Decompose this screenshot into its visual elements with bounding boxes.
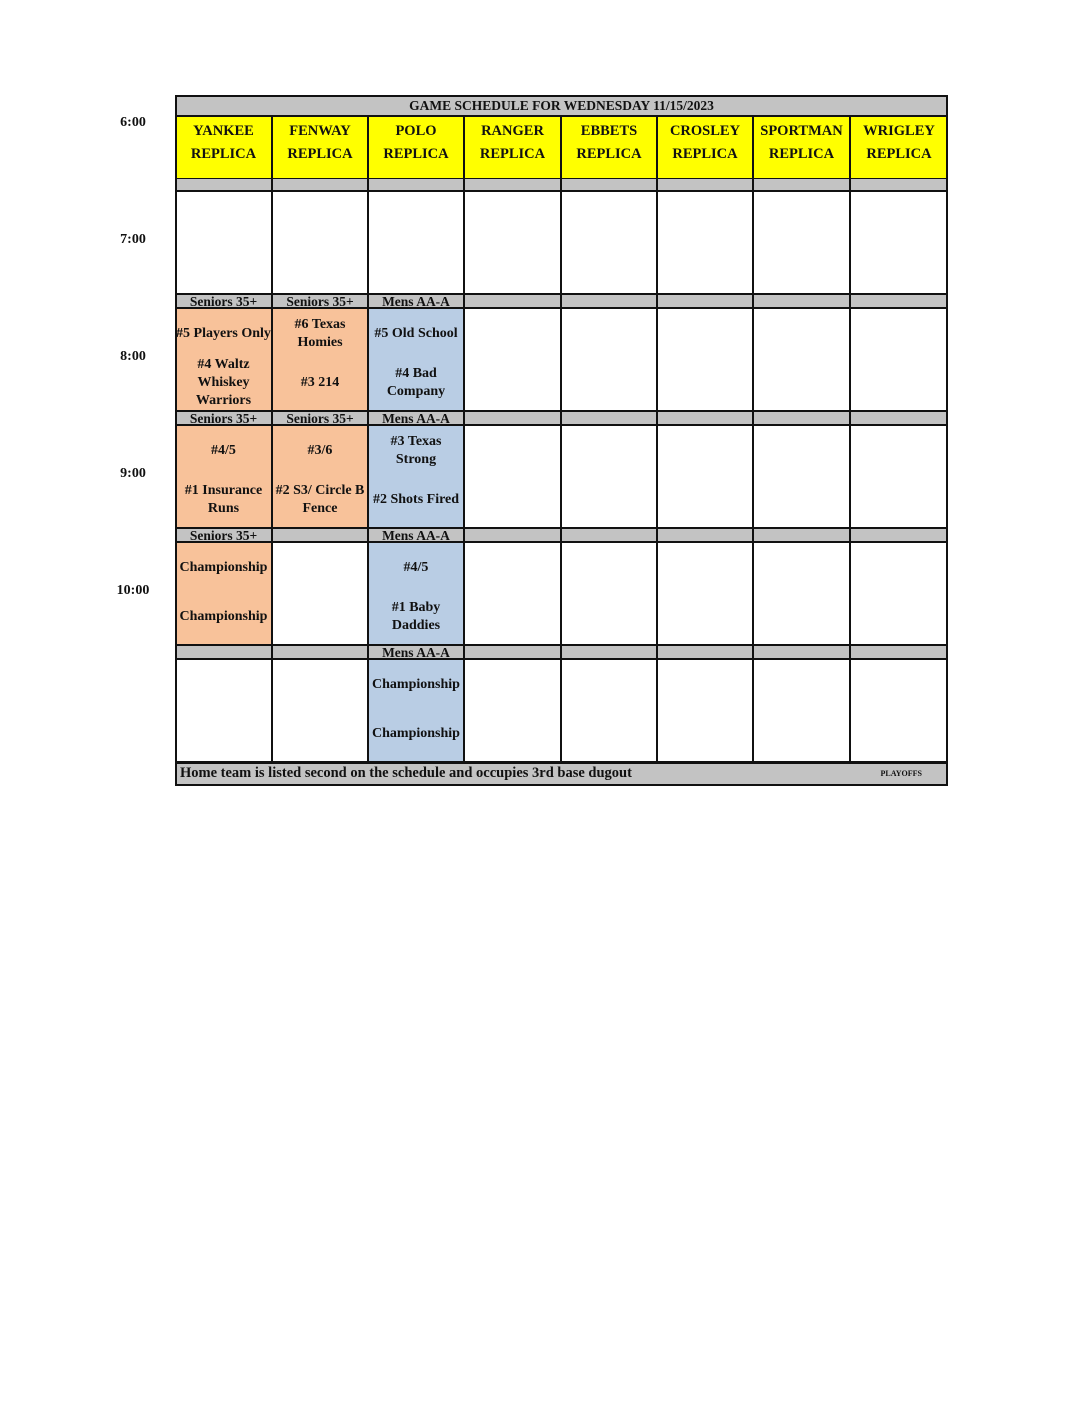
division-band xyxy=(272,294,368,308)
home-team xyxy=(273,359,367,407)
field-header-fenway xyxy=(272,117,368,178)
time-label: 8:00 xyxy=(120,349,146,364)
field-name: SPORTMAN xyxy=(760,123,843,139)
away-team-name: Championship xyxy=(179,560,268,575)
away-team xyxy=(369,547,463,589)
away-team xyxy=(176,547,271,589)
field-subtitle: REPLICA xyxy=(190,146,257,162)
empty-slot xyxy=(561,191,657,294)
division-band xyxy=(561,294,657,308)
division-band xyxy=(850,645,948,659)
time-label: 6:00 xyxy=(120,115,146,130)
away-team xyxy=(176,430,271,472)
empty-slot xyxy=(657,191,753,294)
away-team xyxy=(176,313,271,355)
division-band xyxy=(753,411,850,425)
division-label: Mens AA-A xyxy=(382,528,450,542)
field-subtitle: REPLICA xyxy=(672,146,738,162)
home-team-name: #2 Shots Fired xyxy=(372,492,460,507)
game-cell xyxy=(272,308,368,411)
division-band xyxy=(657,178,753,191)
away-team-name: #4/5 xyxy=(211,443,236,458)
home-team-name: #4 Waltz Whiskey Warriors xyxy=(195,357,252,408)
division-label: Seniors 35+ xyxy=(286,411,354,425)
schedule-title xyxy=(175,95,948,117)
division-label: Mens AA-A xyxy=(382,645,450,659)
home-team-name: #1 Insurance Runs xyxy=(184,483,263,516)
field-header-sportman xyxy=(753,117,850,178)
away-team xyxy=(273,430,367,472)
empty-slot xyxy=(753,308,850,411)
division-band xyxy=(753,528,850,542)
division-band xyxy=(368,411,464,425)
division-band xyxy=(368,294,464,308)
division-band xyxy=(368,178,464,191)
empty-slot xyxy=(464,542,561,645)
empty-slot xyxy=(561,425,657,528)
field-name: FENWAY xyxy=(289,123,351,139)
division-band xyxy=(175,411,272,425)
empty-slot xyxy=(272,191,368,294)
schedule-title-text: GAME SCHEDULE FOR WEDNESDAY 11/15/2023 xyxy=(409,98,714,113)
field-subtitle: REPLICA xyxy=(383,146,449,162)
away-team-name: #5 Players Only xyxy=(176,326,271,341)
home-team xyxy=(176,476,271,524)
division-label: Seniors 35+ xyxy=(189,411,258,425)
away-team-name: #6 Texas Homies xyxy=(294,317,346,350)
division-band xyxy=(175,178,272,191)
empty-slot xyxy=(272,542,368,645)
empty-slot xyxy=(657,542,753,645)
empty-slot xyxy=(561,308,657,411)
empty-slot xyxy=(175,191,272,294)
footer-note: Home team is listed second on the schedule and occupies 3rd base dugout xyxy=(180,765,632,781)
division-band xyxy=(464,411,561,425)
empty-slot xyxy=(657,425,753,528)
division-band xyxy=(464,294,561,308)
division-band xyxy=(850,411,948,425)
division-band xyxy=(464,528,561,542)
game-cell xyxy=(272,425,368,528)
away-team xyxy=(369,313,463,355)
division-band xyxy=(464,645,561,659)
home-team-name: #1 Baby Daddies xyxy=(391,600,441,633)
game-cell xyxy=(175,542,272,645)
empty-slot xyxy=(753,542,850,645)
empty-slot xyxy=(850,191,948,294)
field-header-yankee xyxy=(175,117,272,178)
division-band xyxy=(561,178,657,191)
empty-slot xyxy=(464,191,561,294)
division-band xyxy=(753,178,850,191)
home-team-name: #3 214 xyxy=(300,375,340,390)
division-band xyxy=(850,294,948,308)
away-team xyxy=(273,313,367,355)
empty-slot xyxy=(753,425,850,528)
empty-slot xyxy=(175,659,272,762)
game-cell xyxy=(368,308,464,411)
field-header-wrigley xyxy=(850,117,948,178)
home-team xyxy=(273,476,367,524)
division-band xyxy=(657,294,753,308)
empty-slot xyxy=(368,191,464,294)
away-team-name: #3 Texas Strong xyxy=(390,434,442,467)
division-band xyxy=(753,645,850,659)
time-label: 7:00 xyxy=(120,232,146,247)
division-band xyxy=(272,178,368,191)
division-label: Mens AA-A xyxy=(382,411,450,425)
empty-slot xyxy=(753,191,850,294)
empty-slot xyxy=(272,659,368,762)
division-band xyxy=(175,294,272,308)
field-name: EBBETS xyxy=(580,123,638,139)
division-band xyxy=(368,645,464,659)
division-band xyxy=(657,528,753,542)
field-name: WRIGLEY xyxy=(863,123,935,139)
field-header-ebbets xyxy=(561,117,657,178)
field-subtitle: REPLICA xyxy=(576,146,642,162)
home-team xyxy=(176,593,271,641)
time-label: 10:00 xyxy=(116,583,150,598)
away-team xyxy=(369,430,463,472)
home-team xyxy=(369,476,463,524)
division-band xyxy=(850,178,948,191)
division-band xyxy=(850,528,948,542)
empty-slot xyxy=(850,425,948,528)
empty-slot xyxy=(657,659,753,762)
division-band xyxy=(368,528,464,542)
empty-slot xyxy=(464,659,561,762)
home-team-name: Championship xyxy=(372,726,460,741)
division-label: Seniors 35+ xyxy=(286,294,354,308)
empty-slot xyxy=(464,425,561,528)
field-subtitle: REPLICA xyxy=(768,146,835,162)
away-team-name: Championship xyxy=(372,677,460,692)
division-label: Seniors 35+ xyxy=(189,528,258,542)
home-team-name: #4 Bad Company xyxy=(386,366,446,399)
division-band xyxy=(175,645,272,659)
home-team-name: Championship xyxy=(179,609,268,624)
home-team xyxy=(369,710,463,758)
field-subtitle: REPLICA xyxy=(479,146,546,162)
division-band xyxy=(272,411,368,425)
empty-slot xyxy=(850,542,948,645)
division-band xyxy=(561,645,657,659)
division-band xyxy=(561,411,657,425)
game-cell xyxy=(368,542,464,645)
empty-slot xyxy=(850,308,948,411)
away-team-name: #5 Old School xyxy=(374,326,458,341)
field-subtitle: REPLICA xyxy=(287,146,353,162)
division-band xyxy=(657,645,753,659)
empty-slot xyxy=(753,659,850,762)
division-band xyxy=(464,178,561,191)
division-band xyxy=(272,528,368,542)
playoffs-flag: PLAYOFFS xyxy=(880,769,922,778)
field-name: YANKEE xyxy=(193,123,254,139)
division-band xyxy=(175,528,272,542)
empty-slot xyxy=(561,542,657,645)
division-label: Mens AA-A xyxy=(382,294,450,308)
division-band xyxy=(657,411,753,425)
field-header-polo xyxy=(368,117,464,178)
game-cell xyxy=(368,659,464,762)
empty-slot xyxy=(657,308,753,411)
away-team xyxy=(369,664,463,706)
field-header-ranger xyxy=(464,117,561,178)
game-cell xyxy=(368,425,464,528)
home-team xyxy=(369,593,463,641)
division-band xyxy=(272,645,368,659)
field-name: POLO xyxy=(395,123,437,139)
division-band xyxy=(561,528,657,542)
field-name: CROSLEY xyxy=(669,123,741,139)
away-team-name: #4/5 xyxy=(403,560,429,575)
time-label: 9:00 xyxy=(120,466,146,481)
division-label: Seniors 35+ xyxy=(189,294,258,308)
empty-slot xyxy=(561,659,657,762)
schedule-footer xyxy=(175,762,948,786)
schedule-table xyxy=(175,95,948,786)
field-header-crosley xyxy=(657,117,753,178)
home-team xyxy=(176,359,271,407)
away-team-name: #3/6 xyxy=(307,443,333,458)
home-team-name: #2 S3/ Circle B Fence xyxy=(275,483,365,516)
empty-slot xyxy=(464,308,561,411)
field-name: RANGER xyxy=(481,123,544,139)
game-cell xyxy=(175,425,272,528)
division-band xyxy=(753,294,850,308)
home-team xyxy=(369,359,463,407)
empty-slot xyxy=(850,659,948,762)
field-subtitle: REPLICA xyxy=(866,146,932,162)
game-cell xyxy=(175,308,272,411)
